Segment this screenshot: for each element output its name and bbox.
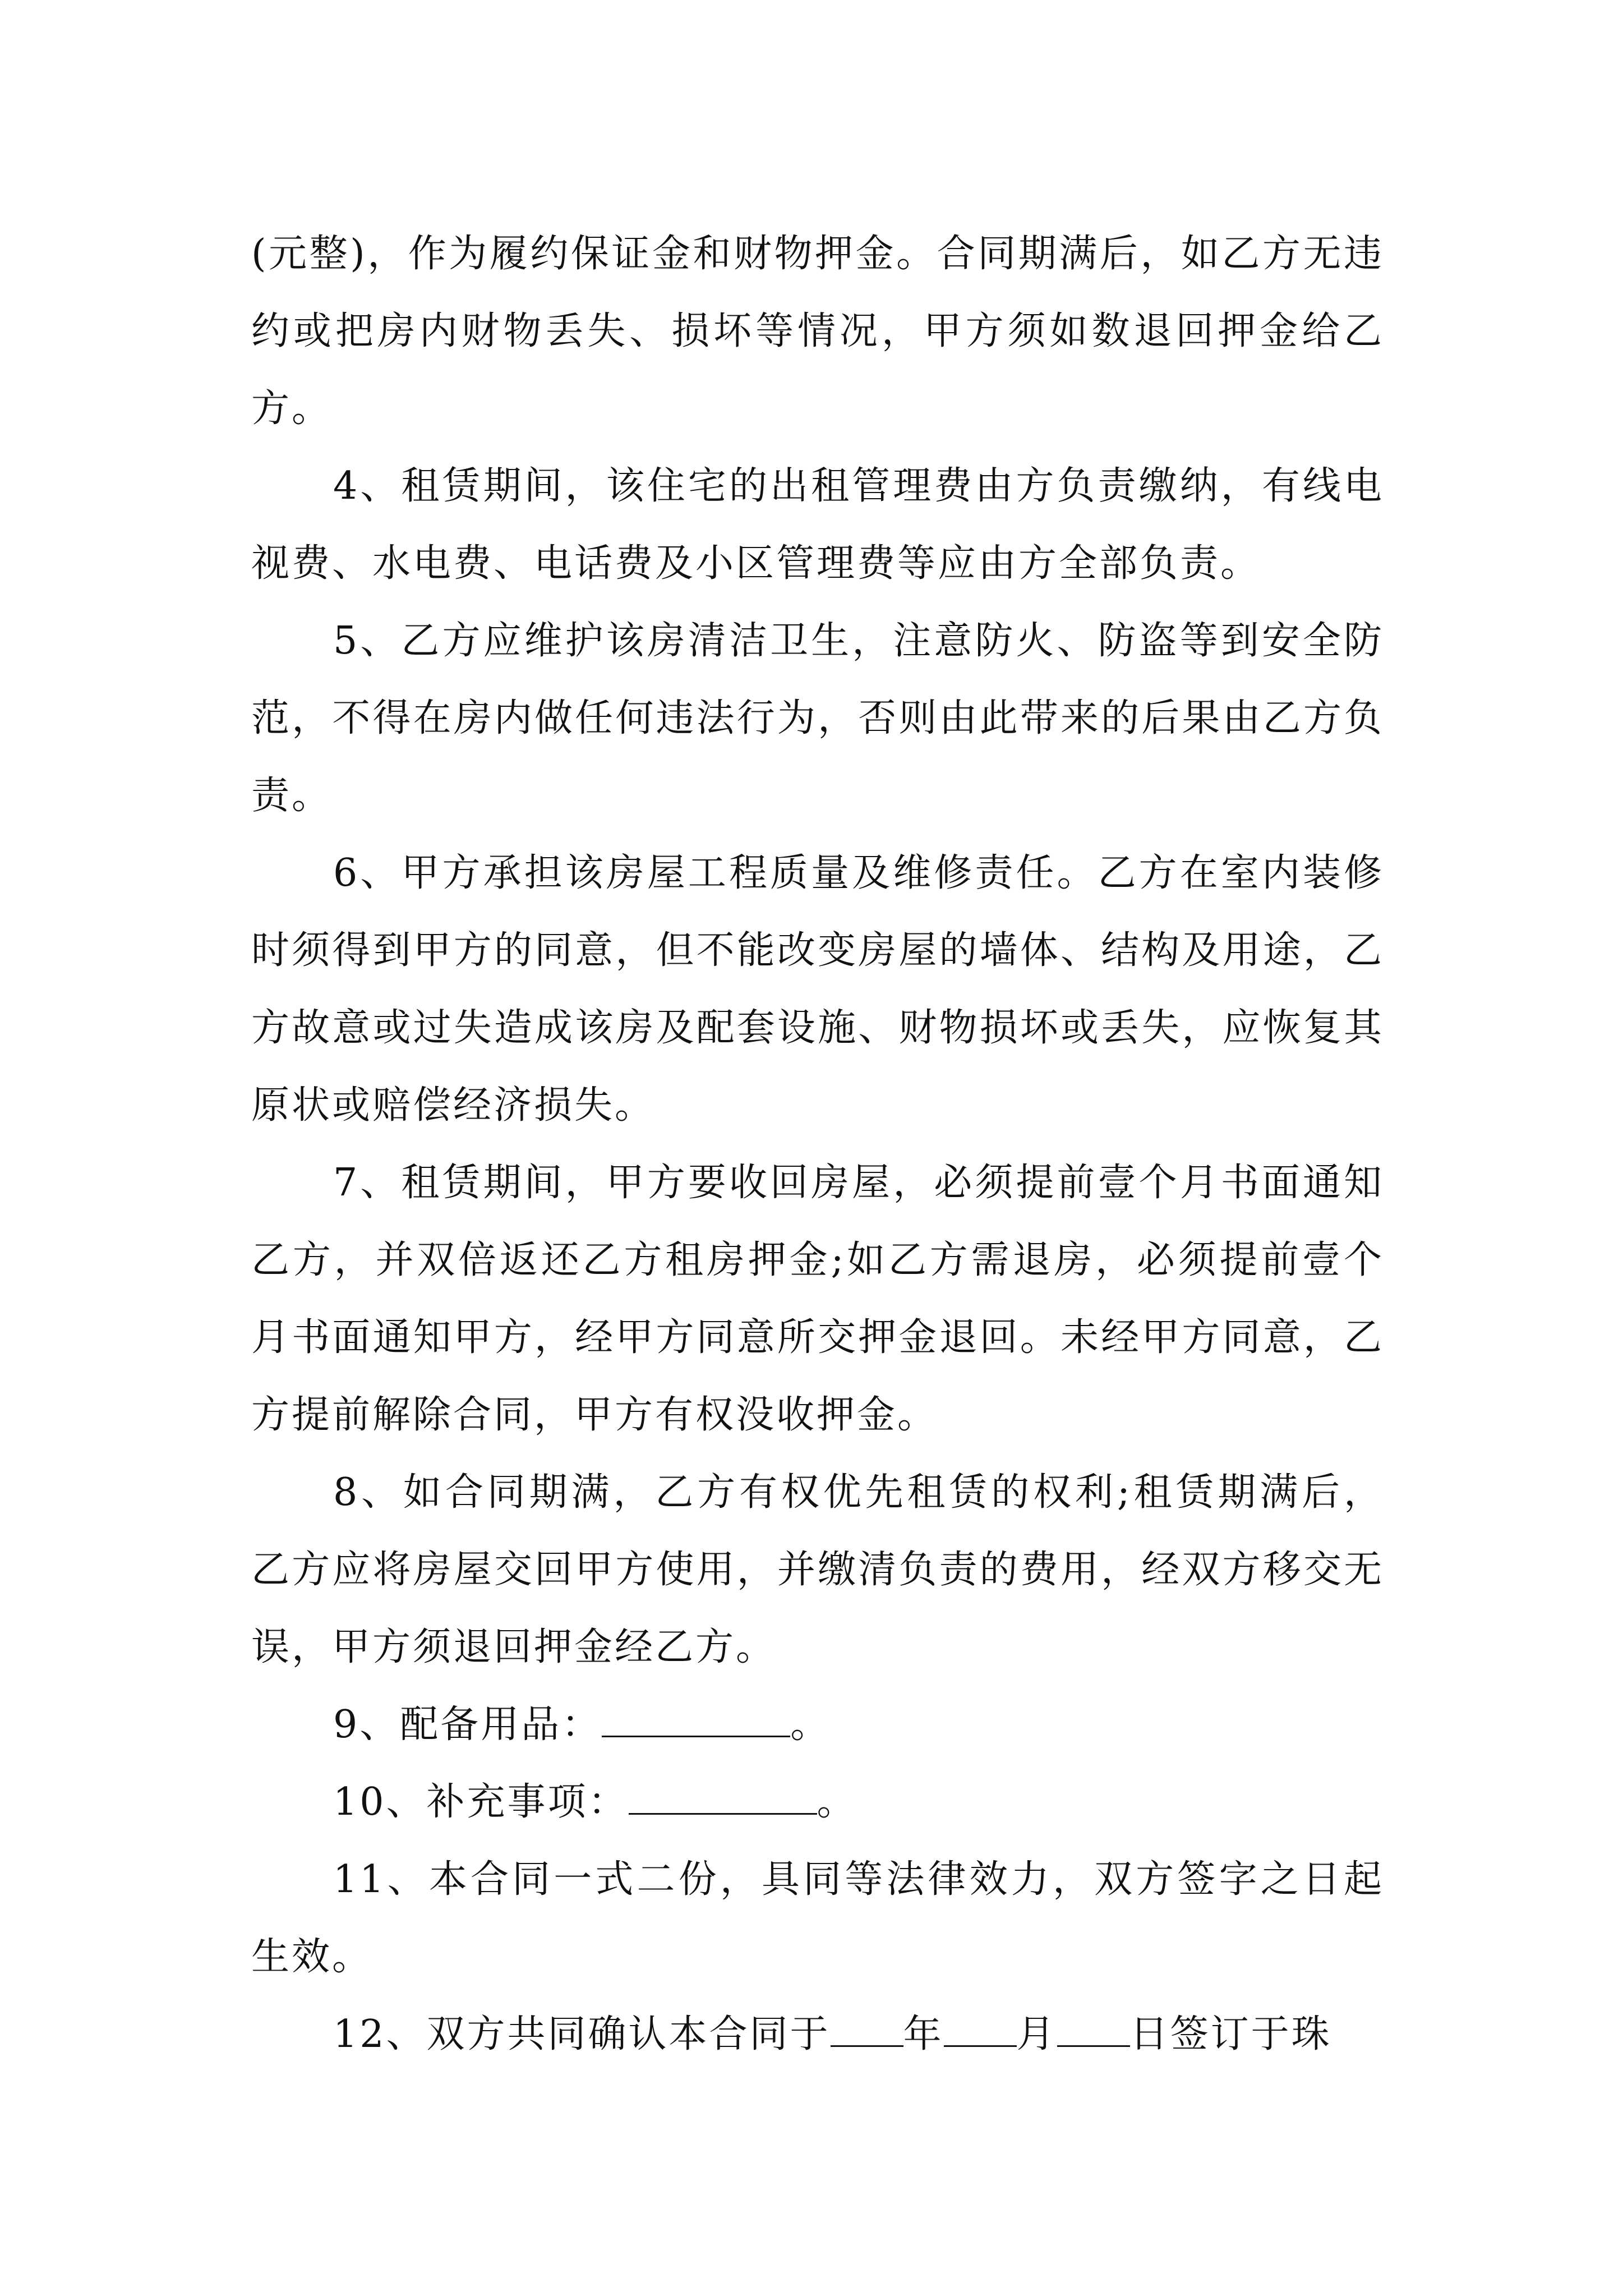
document-body — [251, 215, 1384, 2073]
month-blank — [944, 2013, 1017, 2047]
clause-11: 11、本合同一式二份，具同等法律效力，双方签字之日起生效。 — [251, 1857, 1384, 1979]
clause-12-lead: 12、双方共同确认本合同于 — [333, 2012, 831, 2056]
clause-10 — [251, 1764, 1384, 1841]
clause-5: 5、乙方应维护该房清洁卫生，注意防火、防盗等到安全防范，不得在房内做任何违法行为，否则由此带来的后果由乙方负责。 — [251, 619, 1384, 818]
clause-8: 8、如合同期满，乙方有权优先租赁的权利;租赁期满后，乙方应将房屋交回甲方使用，并缴清负责的费用，经双方移交无误，甲方须退回押金经乙方。 — [251, 1470, 1384, 1669]
clause-4: 4、租赁期间，该住宅的出租管理费由方负责缴纳，有线电视费、水电费、电话费及小区管理费等应由方全部负责。 — [251, 464, 1384, 586]
clause-10-label: 10、补充事项： — [333, 1780, 629, 1824]
supplement-blank — [629, 1780, 817, 1815]
clause-9-label: 9、配备用品： — [333, 1703, 602, 1747]
clause-9-end: 。 — [790, 1703, 831, 1747]
clause-12-tail: 日签订于珠 — [1129, 2012, 1332, 2056]
year-blank — [831, 2013, 903, 2047]
clause-7: 7、租赁期间，甲方要收回房屋，必须提前壹个月书面通知乙方，并双倍返还乙方租房押金;如乙方需退房，必须提前壹个月书面通知甲方，经甲方同意所交押金退回。未经甲方同意，乙方提前解除合同，甲方有权没收押金。 — [251, 1161, 1384, 1437]
clause-9 — [251, 1686, 1384, 1764]
year-label: 年 — [903, 2012, 944, 2056]
clause-10-end: 。 — [817, 1780, 857, 1824]
deposit-paragraph: (元整)，作为履约保证金和财物押金。合同期满后，如乙方无违约或把房内财物丢失、损坏等情况，甲方须如数退回押金给乙方。 — [251, 232, 1384, 431]
clause-12 — [251, 1996, 1384, 2073]
clause-6: 6、甲方承担该房屋工程质量及维修责任。乙方在室内装修时须得到甲方的同意，但不能改变房屋的墙体、结构及用途，乙方故意或过失造成该房及配套设施、财物损坏或丢失，应恢复其原状或赔偿经济损失。 — [251, 851, 1384, 1128]
equipment-blank — [602, 1703, 790, 1737]
day-blank — [1057, 2013, 1130, 2047]
month-label: 月 — [1016, 2012, 1057, 2056]
